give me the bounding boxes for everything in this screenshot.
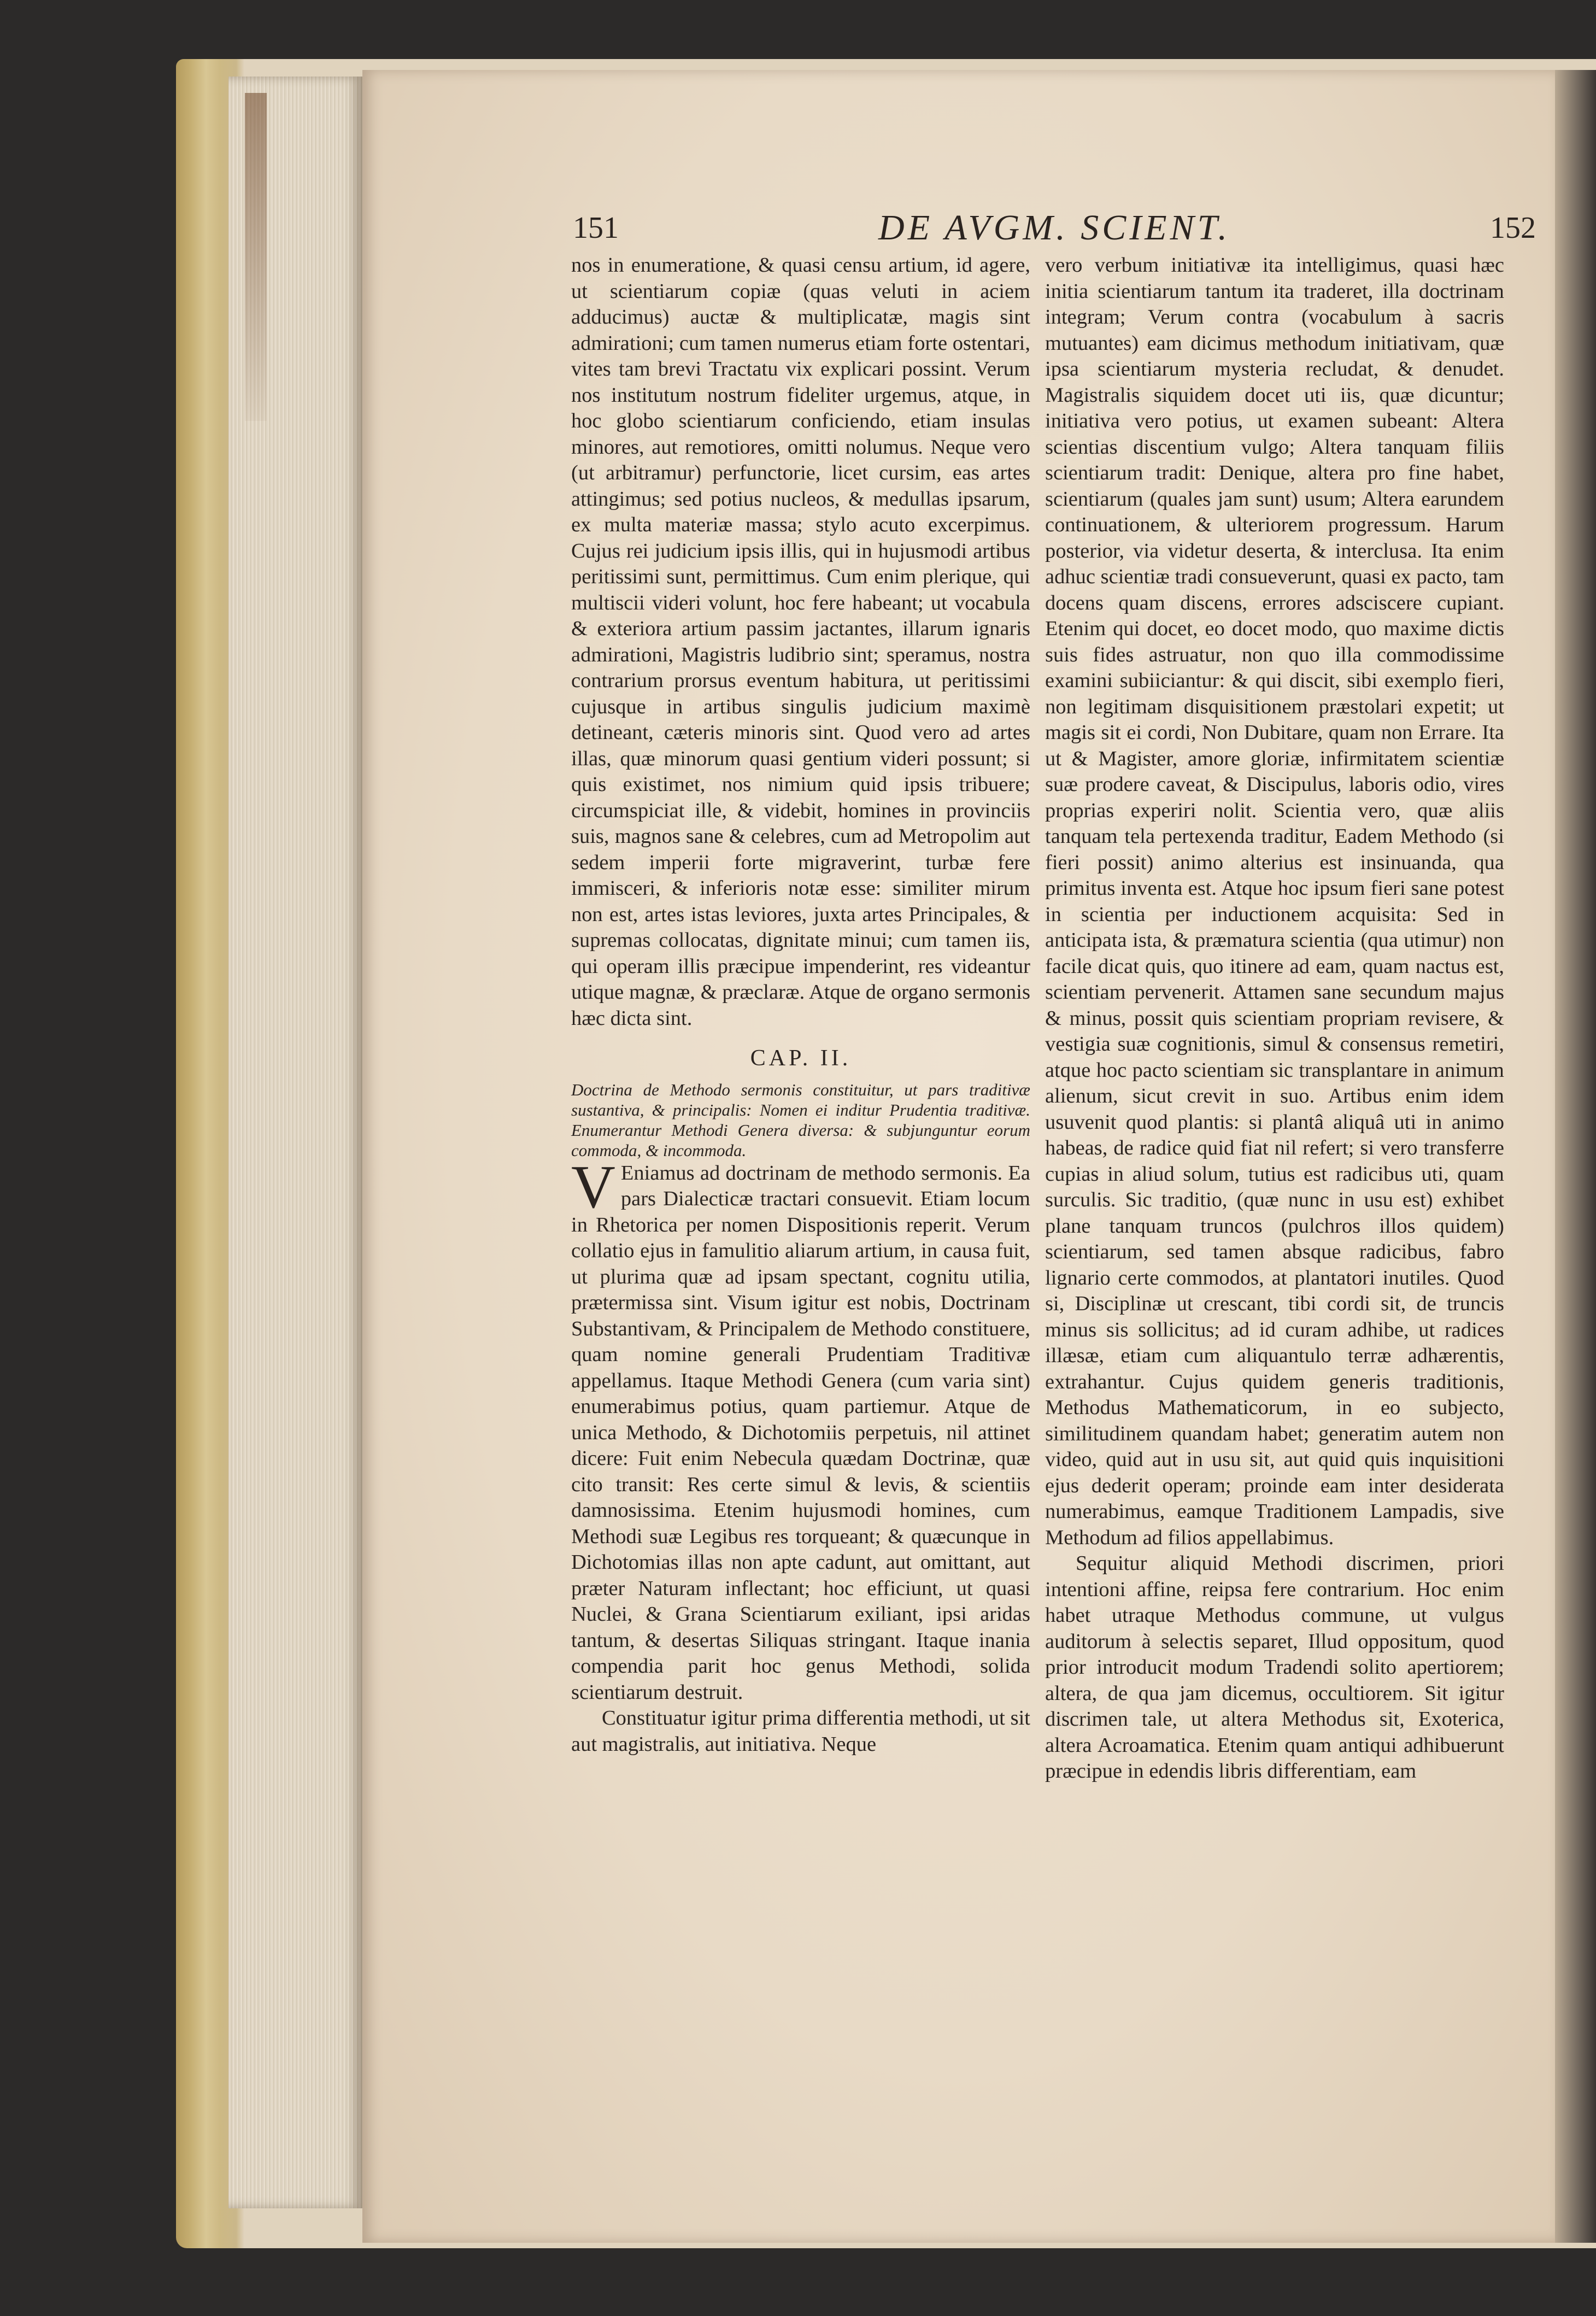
left-paragraph-2: Eniamus ad doctrinam de methodo sermonis. Ea pars Dialecticæ tractari consuevit. Etiam locum in Rhetorica per nomen Dispositionis reperit. Verum collatio ejus in famulitio aliarum artium, in causa fuit, ut plurima quæ ad ipsam spectant, cognitu utilia, prætermissa sint. Visum igitur est nobis, Doctrinam Substantivam, & Principalem de Methodo constituere, quam nomine generali Prudentiam Traditivæ appellamus. Itaque Methodi Genera (cum varia sint) enumerabimus potius, quam partiemur. Atque de unica Methodo, & Dichotomiis perpetuis, nil attinet dicere: Fuit enim Nebecula quædam Doctrinæ, quæ cito transit: Res certe simul & levis, & scientiis damnosissima. Etenim hujusmodi homines, cum Methodi suæ Legibus res torqueant; & quæcunque in Dichotomias illas non apte cadunt, aut omittant, aut præter Naturam inflectant; hoc efficiunt, ut quasi Nuclei, & Grana Scientiarum exiliant, ipsi aridas tantum, & desertas Siliquas stringant. Itaque inania compendia parit hoc genus Methodi, solida scientiarum destruit. [571,1161,1030,1704]
chapter-summary: Doctrina de Methodo sermonis constituitur, ut pars traditivæ sustantiva, & principalis: Nomen ei inditur Prudentia traditivæ. Enumerantur Methodi Genera diversa: & subjunguntur eorum commoda, & incommoda. [571,1080,1030,1160]
drop-cap: V [571,1153,615,1221]
chapter-heading: CAP. II. [750,1046,852,1071]
right-paragraph-2: Sequitur aliquid Methodi discrimen, priori intentioni affine, reipsa fere contrarium. Hoc enim habet utraque Methodus commune, ut vulgus auditorum à selectis separet, Illud oppositum, quod prior introducit modum Tradendi solito apertiorem; altera, de qua jam dicemus, occultiorem. Sit igitur discrimen tale, ut altera Methodus sit, Exoterica, altera Acroamatica. Etenim quam antiqui adhibuerunt præcipue in edendis libris differentiam, eam [1045,1552,1504,1783]
right-paragraph-1: vero verbum initiativæ ita intelligimus, quasi hæc initia scientiarum tantum ita traderet, illa doctrinam integram; Verum contra (vocabulum à sacris mutuantes) eam dicimus methodum initiativam, quæ ipsa scientiarum mysteria recludat, & denudet. Magistralis siquidem docet uti iis, quæ dicuntur; initiativa vero potius, ut examen subeant: Altera scientias discentium vulgo; Altera tanquam filiis scientiarum tradit: Denique, altera pro fine habet, scientiarum (quales jam sunt) usum; Altera earundem continuationem, & ulteriorem progressum. Harum posterior, via videtur deserta, & interclusa. Ita enim adhuc scientiæ tradi consueverunt, quasi ex pacto, tam docens quam discens, errores adsciscere cupiant. Etenim qui docet, eo docet modo, quo maxime dictis suis fides astruatur, non quo illa commodissime examini subiiciantur: & qui discit, sibi exemplo fieri, non legitimam disquisitionem præstolari expetit; ut magis sit ei cordi, Non Dubitare, quam non Errare. Ita ut & Magister, amore gloriæ, infirmitatem scientiæ suæ prodere caveat, & Discipulus, laboris odio, vires proprias experiri nolit. Scientia vero, quæ aliis tanquam tela pertexenda traditur, Eadem Methodo (si fieri possit) animo alterius est insinuanda, qua primitus inventa est. Atque hoc ipsum fieri sane potest in scientia per inductionem acquisita: Sed in anticipata ista, & præmatura scientia (qua utimur) non facile dicat quis, quo itinere ad eam, quam nactus est, scientiam pervenerit. Attamen sane secundum majus & minus, possit quis scientiam propriam revisere, & vestigia suæ cognitionis, simul & consensus remetiri, atque hoc pacto scientiam sic transplantare in animum alienum, sicut crevit in suo. Artibus enim idem usuvenit quod plantis: si plantâ aliquâ uti in animo habeas, de radice quid fiat nil refert; si vero transferre cupias in aliud solum, tutius est radicibus uti, quam surculis. Sic traditio, (quæ nunc in usu est) exhibet plane tanquam truncos (pulchros illos quidem) scientiarum, sed tamen absque radicibus, fabro lignario certe commodos, at plantatori inutiles. Quod si, Disciplinæ ut crescant, tibi cordi sit, de truncis minus sis sollicitus; ad id curam adhibe, ut radices illæsæ, etiam cum aliquantulo terræ adhærentis, extrahantur. Cujus quidem generis traditionis, Methodus Mathematicorum, in eo subjecto, similitudinem quandam habet; generatim autem non video, quid aut in usu sit, aut quid quis inquisitioni ejus dederit operam; proinde eam inter desiderata numerabimus, eamque Traditionem Lampadis, sive Methodum ad filios appellabimus. [1045,254,1504,1549]
left-page-number: 151 [573,211,619,245]
left-paragraph-1: nos in enumeratione, & quasi censu artium, id agere, ut scientiarum copiæ (quas veluti in aciem adducimus) auctæ & multiplicatæ, magis sint admirationi; cum tamen numerus etiam forte ostentari, vites tam brevi Tractatu vix explicari possint. Verum nos institutum nostrum fideliter urgemus, atque, in hoc globo scientiarum conficiendo, etiam insulas minores, aut remotiores, omitti nolumus. Neque vero (ut arbitramur) perfunctorie, licet cursim, eas artes attingimus; sed potius nucleos, & medullas ipsarum, ex multa materiæ massa; stylo acuto excerpimus. Cujus rei judicium ipsis illis, qui in hujusmodi artibus peritissimi sunt, permittimus. Cum enim plerique, qui multiscii videri volunt, hoc fere habeant; ut vocabula & exteriora artium passim jactantes, illarum ignaris admirationi, Magistris ludibrio sint; speramus, nostra contrarium prorsus eventum habitura, ut peritissimi cujusque in artibus singulis judicium maximè detineant, cæteris minoris sint. Quod vero ad artes illas, quæ minorum quasi gentium videri possunt; si quis existimet, nos nimium quid ipsis tribuere; circumspiciat ille, & videbit, homines in provinciis suis, magnos sane & celebres, cum ad Metropolim aut sedem imperii forte migraverint, turbæ fere immisceri, & inferioris notæ esse: similiter mirum non est, artes istas leviores, juxta artes Principales, & supremas collocatas, dignitate minui; cum tamen iis, qui operam illis præcipue impenderint, res videantur utique magnæ, & præclaræ. Atque de organo sermonis hæc dicta sint. [571,254,1030,1030]
page-edges [228,77,362,2208]
right-page-number: 152 [1490,211,1536,245]
running-title: DE AVGM. SCIENT. [878,208,1230,248]
gutter-shadow [1555,70,1596,2243]
page-header [573,210,1536,251]
left-column [571,253,1030,1757]
left-paragraph-3: Constituatur igitur prima differentia methodi, ut sit aut magistralis, aut initiativa. Neque [571,1707,1030,1756]
right-column [1045,253,1504,1785]
left-paragraph-2-wrapper [571,1153,1030,1706]
